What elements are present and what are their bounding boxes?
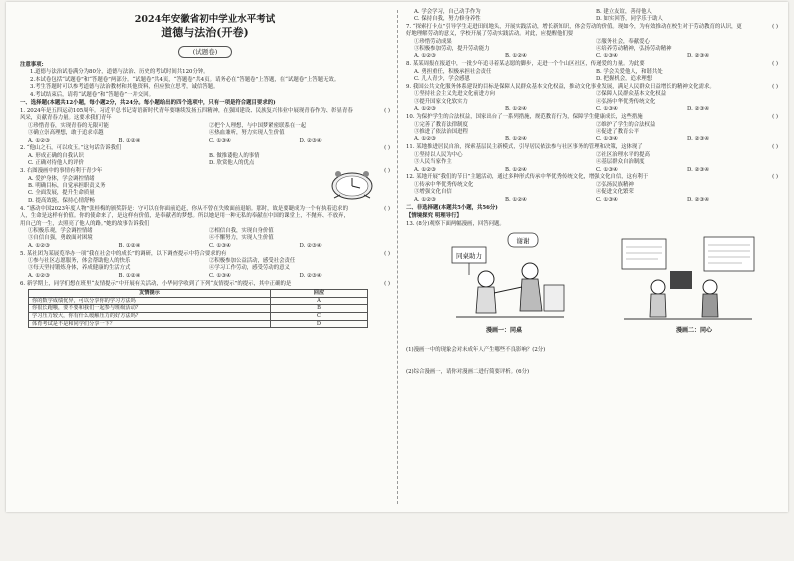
option: ①珍惜青春，实现青春的无限可能 xyxy=(28,122,109,129)
option: D. 如实回答，同学乐于助人 xyxy=(596,15,663,22)
answer-paren: ( ) xyxy=(772,114,778,121)
comic-two-caption: 漫画二：同心 xyxy=(676,327,713,335)
exam-title: 2024年安徽省初中学业水平考试 xyxy=(134,14,276,25)
choice: D. ②③④ xyxy=(687,196,710,203)
choice: C. ①③④ xyxy=(209,137,231,144)
section-two-subheading: 【情境探究 明理导行】 xyxy=(406,213,462,220)
table-cell: D xyxy=(271,320,368,328)
question-stem: 11. 某地推进居民自治，探索基层民主新模式，引导居民依法参与社区事务的管理和决策，这体现了 xyxy=(406,144,643,151)
notice-item: 4.考试结束后，请将“试题卷”和“答题卷”一并交回。 xyxy=(30,91,154,98)
question-stem: 5. 某社团为某展览举办一项“我在社会中的成长”的调研，以下调查提示中符合要求的有 xyxy=(20,250,227,257)
option: ④基层群众自治制度 xyxy=(596,159,645,166)
question-5 xyxy=(20,251,390,281)
option: C. 正确对待他人的评价 xyxy=(28,160,84,167)
question-stem: 10. 为保护学生的合法权益，国家出台了一系列措施，规范教育行为，保障学生健康成长，这些措施 xyxy=(406,114,643,121)
exam-subject: 道德与法治(开卷) xyxy=(161,26,249,39)
option: ③自信自强，勇敢面对困境 xyxy=(28,235,93,242)
option: A. 爱护身体，学会调控情绪 xyxy=(28,175,95,182)
option: ②积极参加公益活动，感受社会责任 xyxy=(209,258,296,265)
option: ②相信自我，实现自身价值 xyxy=(209,227,274,234)
option: ②弘扬民族精神 xyxy=(596,181,634,188)
question-2 xyxy=(20,145,390,167)
option: C. 全面发展，提升生命质量 xyxy=(28,190,95,197)
option: ④促进文化繁荣 xyxy=(596,189,634,196)
question-stem: 3. 右图漫画中的事情有利于青少年 xyxy=(20,168,103,175)
option: ④不懈努力，实现人生价值 xyxy=(209,235,274,242)
notice-title: 注意事项: xyxy=(20,62,44,68)
section-two-heading: 二、非选择题(本题共5小题，共56分) xyxy=(406,205,498,212)
table-cell: A xyxy=(271,297,368,305)
answer-paren: ( ) xyxy=(384,280,390,287)
option: ④学习工作劳动，感受劳动的意义 xyxy=(209,265,290,272)
choice: A. ①②③ xyxy=(414,106,436,113)
answer-paren: ( ) xyxy=(772,144,778,151)
choice: A. ①②③ xyxy=(28,242,50,249)
option: ③积极参加劳动，提升劳动能力 xyxy=(414,46,490,53)
table-cell: 你很长跑哦，要不要和我们一起参与班级活动？ xyxy=(29,305,271,313)
option: D. 欣赏他人的优点 xyxy=(209,160,255,167)
question-stem: 12. 某地开展“我们的节日”主题活动，通过多种形式传承中华优秀传统文化，增强文化自信，这有利于 xyxy=(406,174,649,181)
question-9 xyxy=(406,84,778,114)
choice: C. ①③④ xyxy=(209,242,231,249)
table-row xyxy=(29,320,368,328)
table-cell: B xyxy=(271,305,368,313)
choice: C. ①③④ xyxy=(596,166,618,173)
choice: D. ②③④ xyxy=(687,53,710,60)
choice: A. ①②③ xyxy=(414,53,436,60)
choice: A. ①②③ xyxy=(414,196,436,203)
question-4 xyxy=(20,206,390,250)
option: ①积极乐观，学会调控情绪 xyxy=(28,227,93,234)
comic-one-image xyxy=(450,231,570,329)
answer-paren: ( ) xyxy=(384,205,390,212)
option: B. 学会关爱他人，和谐共处 xyxy=(596,68,663,75)
choice: D. ②③④ xyxy=(299,242,322,249)
notice-item: 3.考生答题时可以参考道德与法治教材和其他资料，但应独立思考，诚信答题。 xyxy=(30,84,219,91)
choice: B. ①②④ xyxy=(505,136,527,143)
option: ②保障人民群众基本文化权益 xyxy=(596,91,667,98)
choice: D. ②③④ xyxy=(299,137,322,144)
option: ④弘扬中华优秀传统文化 xyxy=(596,98,656,105)
page-divider xyxy=(397,10,398,504)
table-row xyxy=(29,312,368,320)
choice: B. ①②④ xyxy=(505,106,527,113)
question-13-part-2: (2)综合漫画一，请你对漫画二进行简要评析。(6分) xyxy=(406,368,530,375)
table-header: 回应 xyxy=(271,290,368,298)
exam-sheet xyxy=(6,2,788,512)
question-8 xyxy=(406,61,778,83)
question-stem: 1. 2024年是五四运动105周年。习近平总书记寄语新时代青年要继续发扬五四精神，在强国建设、民族复兴伟业中展现青春作为、彰显青春风采，贡献青春力量。这要求我们青年 xyxy=(20,107,353,122)
comic-two-image xyxy=(618,231,758,329)
option: A. 学会学习，自己动手作为 xyxy=(414,8,481,15)
choice: C. ①③④ xyxy=(209,272,231,279)
choice: B. ①②④ xyxy=(118,137,141,144)
comics-area xyxy=(406,231,778,343)
notice-item: 1.道德与法治试卷满分为80分，道德与法治、历史的考试时间共120分钟。 xyxy=(30,69,209,76)
option: ③增强文化自信 xyxy=(414,189,452,196)
choice: B. ①②④ xyxy=(118,242,141,249)
question-13-part-1: (1)漫画一中的现象会对未成年人产生哪些不良影响？(2分) xyxy=(406,347,546,354)
option: ①坚持社会主义先进文化前进方向 xyxy=(414,91,495,98)
option: ②服务社会，奉献爱心 xyxy=(596,38,650,45)
tips-table xyxy=(28,289,368,328)
choice: B. ①②④ xyxy=(118,272,141,279)
choice: D. ②③④ xyxy=(299,272,322,279)
option: D. 把握机会，追求理想 xyxy=(596,76,653,83)
option: ②维护了学生的合法权益 xyxy=(596,121,656,128)
option: ①坚持以人民为中心 xyxy=(414,151,463,158)
question-stem: 7. “探索打卡点”引导学生走进田间地头，开展实践活动，增长新知识，体会劳动的价值。现如今，为有效推动在校生对于劳动教育的认识，更好地理解劳动的意义，学校开展了劳动实践活动。对此，应提醒他们要 xyxy=(406,23,742,38)
option: A. 勇担重任，积极承担社会责任 xyxy=(414,68,492,75)
option: ①珍惜劳动成果 xyxy=(414,38,452,45)
option: ③每天坚持锻炼身体，养成健康的生活方式 xyxy=(28,265,131,272)
choice: B. ①②④ xyxy=(505,196,527,203)
comic-one xyxy=(450,231,570,335)
option: ③确立崇高理想，敢于追求卓越 xyxy=(28,130,104,137)
option: B. 明确目标，自觉承担职责义务 xyxy=(28,183,106,189)
option: ①传承中华优秀传统文化 xyxy=(414,181,474,188)
option: A. 形成正确的自我认识 xyxy=(28,152,84,159)
option: ②把个人理想，与中国梦紧密联系在一起 xyxy=(209,122,307,129)
choice: A. ①②③ xyxy=(414,166,436,173)
question-12 xyxy=(406,174,778,204)
question-stem: 8. 某某周报在报道中，一批少年追寻着某志愿的脚步，走进一个个山区社区，传递爱的力量。为此要 xyxy=(406,61,645,68)
table-header: 友情提示 xyxy=(29,290,271,298)
table-cell: 体育考试是不是和同学们分享一下？ xyxy=(29,320,271,328)
option: ①完善了教育法律制度 xyxy=(414,121,468,128)
choice: A. ①②③ xyxy=(28,137,50,144)
notice-block xyxy=(20,62,390,99)
comic-one-sign: 同桌助力 xyxy=(456,252,482,261)
question-1 xyxy=(20,108,390,145)
question-6-options xyxy=(406,9,778,24)
option: D. 提高效能，保持心情舒畅 xyxy=(28,197,95,204)
option: B. 建立友谊，善待他人 xyxy=(596,8,652,15)
table-row xyxy=(29,297,368,305)
option: ③提升国家文化软实力 xyxy=(414,98,468,105)
question-stem: 6. 新学期上，同学们想在班里“友情提示”中开展有关活动，小华同学收到了下列“友情提示”的提示，其中正确的是 xyxy=(20,280,292,287)
choice: A. ①②③ xyxy=(414,136,436,143)
left-column xyxy=(20,8,390,504)
question-3 xyxy=(20,168,390,205)
choice: C. ①③④ xyxy=(596,53,618,60)
question-6 xyxy=(20,281,390,328)
notice-item: 2.本试卷包括“试题卷”和“答题卷”两部分。“试题卷”共4页，“答题卷”共4页。请务必在“答题卷”上答题，在“试题卷”上答题无效。 xyxy=(30,76,340,83)
question-13-stem: 13. (8分)观察下面两幅漫画，回答问题。 xyxy=(406,220,505,227)
option: ③人民当家作主 xyxy=(414,159,452,166)
clock-cartoon-image xyxy=(326,168,378,202)
comic-one-bubble: 谢谢 xyxy=(516,237,530,246)
choice: D. ②③④ xyxy=(687,136,710,143)
choice: D. ②③④ xyxy=(687,166,710,173)
table-cell: 学习压力较大，你有什么缓解压力的好方法吗？ xyxy=(29,312,271,320)
answer-paren: ( ) xyxy=(384,107,390,114)
choice: C. ①③④ xyxy=(596,106,618,113)
choice: B. ①②④ xyxy=(505,53,527,60)
choice: A. ①②③ xyxy=(28,272,50,279)
option: C. 保持自我，努力修身养性 xyxy=(414,15,481,22)
answer-paren: ( ) xyxy=(384,168,390,175)
option: ②社区治理水平的提高 xyxy=(596,151,650,158)
choice: C. ①③④ xyxy=(596,136,618,143)
comic-two xyxy=(618,231,758,335)
section-one-heading: 一、选择题(本题共12小题，每小题2分，共24分。每小题给出的四个选项中，只有一项是符合题目要求的) xyxy=(20,100,276,107)
answer-paren: ( ) xyxy=(384,250,390,257)
choice: B. ①②④ xyxy=(505,166,527,173)
answer-paren: ( ) xyxy=(772,23,778,30)
table-cell: 你的数学成绩优异，可以分享你的学习方法吗 xyxy=(29,297,271,305)
table-row xyxy=(29,305,368,313)
option: ④热血兼听，努力实现人生价值 xyxy=(209,130,285,137)
answer-paren: ( ) xyxy=(772,174,778,181)
answer-paren: ( ) xyxy=(772,61,778,68)
question-10 xyxy=(406,114,778,144)
option: B. 做推诿他人的事情 xyxy=(209,152,260,159)
exam-tag: (试题卷) xyxy=(178,46,232,58)
option: ④促进了教育公平 xyxy=(596,129,640,135)
option: ③推进了依法治国进程 xyxy=(414,129,468,135)
choice: C. ①③④ xyxy=(596,196,618,203)
table-header-row xyxy=(29,290,368,298)
comic-one-caption: 漫画一：同桌 xyxy=(486,327,523,335)
option: ④培养劳动精神，弘扬劳动精神 xyxy=(596,46,672,53)
question-stem: 2. “他山之石，可以攻玉。”这句话告诉我们 xyxy=(20,145,122,152)
answer-paren: ( ) xyxy=(772,84,778,91)
right-column xyxy=(406,8,778,504)
answer-paren: ( ) xyxy=(384,145,390,152)
question-stem: 4. “感动中国2023年度人物”张桂梅的颁奖辞是：守可以在你面前追赶，你从不曾在失败面前退缩。那时，故是要睫成为一个有执着追求的人，生命是这样有价值。你的使命来了，是这样有价值，是奉献者的梦想。所以她是用一种无私的奉献在中国的课堂上，不抛弃、不放弃，用自己的一生，去照亮了他人的路。”她的故事告诉我们 xyxy=(20,205,349,227)
question-11 xyxy=(406,144,778,174)
choice: D. ②③④ xyxy=(687,106,710,113)
option: ①参与社区志愿服务，体会帮助他人的快乐 xyxy=(28,258,131,265)
question-stem: 9. 我国公共文化服务体系建设的目标是保障人民群众基本文化权益，推动文化事业发展，满足人民群众日益增长的精神文化需求。 xyxy=(406,84,715,91)
option: C. 儿人青少，学会感恩 xyxy=(414,76,470,83)
table-cell: C xyxy=(271,312,368,320)
question-7 xyxy=(406,24,778,61)
